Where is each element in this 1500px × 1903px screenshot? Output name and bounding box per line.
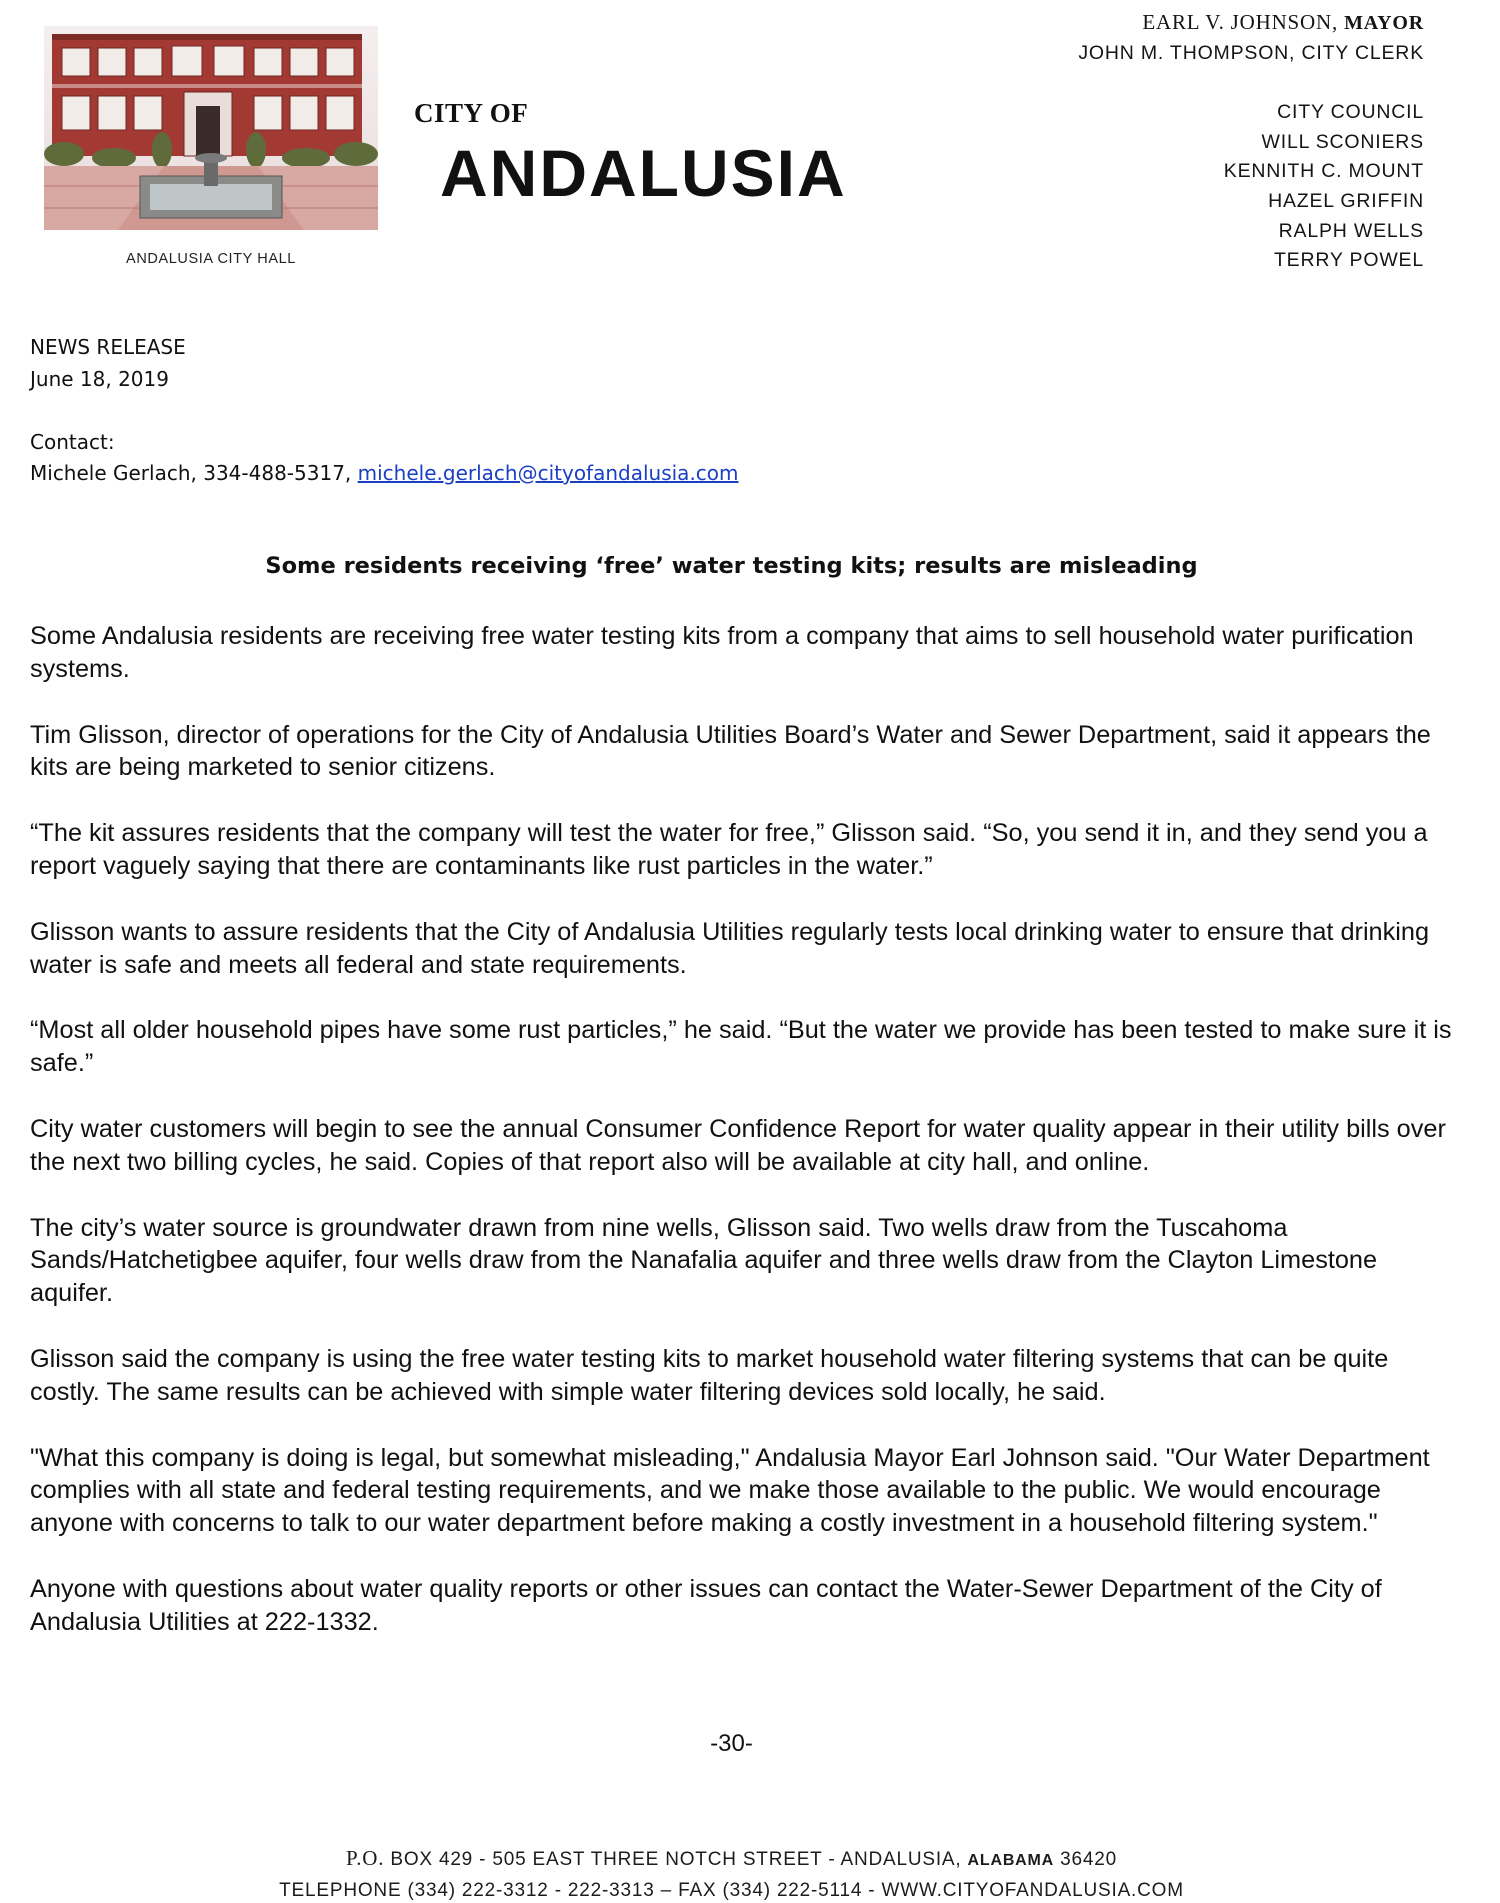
city-name: ANDALUSIA xyxy=(440,136,847,210)
city-hall-photo xyxy=(44,26,378,230)
article-paragraph: Glisson said the company is using the free water testing kits to market household water filtering systems that can be quite costly. The same results can be achieved with simple water filtering devices sold locally, he said. xyxy=(30,1344,1389,1406)
council-heading: CITY COUNCIL xyxy=(1277,101,1424,124)
mayor-name: EARL V. JOHNSON, xyxy=(1142,10,1345,34)
article-headline: Some residents receiving ‘free’ water testing kits; results are misleading xyxy=(265,553,1198,579)
letterhead-footer xyxy=(0,1843,1463,1903)
council-member: WILL SCONIERS xyxy=(1261,130,1424,153)
council-member: RALPH WELLS xyxy=(1278,219,1424,242)
article-paragraph: Anyone with questions about water quality reports or other issues can contact the Water-Sewer Department of the City of Andalusia Utilities at 222-1332. xyxy=(30,1574,1382,1636)
city-prefix: CITY OF xyxy=(414,98,529,128)
council-member: HAZEL GRIFFIN xyxy=(1268,189,1424,212)
article-paragraph: Glisson wants to assure residents that the City of Andalusia Utilities regularly tests local drinking water to ensure that drinking water is safe and meets all federal and state requirements. xyxy=(30,917,1430,979)
footer-address-main: BOX 429 - 505 EAST THREE NOTCH STREET - ANDALUSIA, xyxy=(384,1849,968,1870)
officials-list xyxy=(1078,8,1424,276)
article-paragraph: City water customers will begin to see the annual Consumer Confidence Report for water quality appear in their utility bills over the next two billing cycles, he said. Copies of that report also will be available at city hall, and online. xyxy=(30,1114,1446,1176)
article-paragraph: Tim Glisson, director of operations for the City of Andalusia Utilities Board’s Water and Sewer Department, said it appears the kits are being marketed to senior citizens. xyxy=(30,720,1431,782)
photo-caption: ANDALUSIA CITY HALL xyxy=(126,251,296,267)
article-paragraph: Some Andalusia residents are receiving free water testing kits from a company that aims to sell household water purification systems. xyxy=(30,622,1414,683)
article-paragraph: “The kit assures residents that the company will test the water for free,” Glisson said. “So, you send it in, and they send you a report vaguely saying that there are contaminants like rust particles in the water.” xyxy=(30,819,1428,880)
city-clerk: JOHN M. THOMPSON, CITY CLERK xyxy=(1078,41,1424,64)
article-paragraph: The city’s water source is groundwater drawn from nine wells, Glisson said. Two wells draw from the Tuscahoma Sands/Hatchetigbee aquifer, four wells draw from the Nanafalia aquifer and three wells draw from the Clayton Limestone aquifer. xyxy=(30,1213,1378,1308)
footer-state: ALABAMA xyxy=(967,1852,1055,1869)
contact-details: Michele Gerlach, 334-488-5317, xyxy=(30,461,358,485)
council-member: KENNITH C. MOUNT xyxy=(1223,160,1424,183)
contact-line xyxy=(30,458,739,490)
mayor-line xyxy=(1078,8,1424,39)
footer-po: P.O. xyxy=(346,1846,385,1870)
article-paragraph: “Most all older household pipes have some rust particles,” he said. “But the water we provide has been tested to make sure it is safe.” xyxy=(30,1016,1452,1078)
footer-address xyxy=(0,1843,1463,1876)
contact-email-link[interactable]: michele.gerlach@cityofandalusia.com xyxy=(357,461,739,485)
footer-zip: 36420 xyxy=(1054,1849,1117,1870)
release-meta xyxy=(30,332,739,490)
article-paragraph: "What this company is doing is legal, but somewhat misleading," Andalusia Mayor Earl Johnson said. "Our Water Department complies with all state and federal testing requirements, and we make those available to the public. We would encourage anyone with concerns to talk to our water department before making a costly investment in a household filtering system." xyxy=(30,1443,1430,1538)
article-body xyxy=(30,620,1460,1672)
contact-label: Contact: xyxy=(30,429,115,454)
footer-phone-line: TELEPHONE (334) 222-3312 - 222-3313 – FAX (334) 222-5114 - WWW.CITYOFANDALUSIA.COM xyxy=(279,1880,1184,1901)
mayor-title: MAYOR xyxy=(1344,12,1424,34)
release-type: NEWS RELEASE xyxy=(30,335,186,359)
release-date: June 18, 2019 xyxy=(30,366,169,391)
council-member: TERRY POWEL xyxy=(1273,249,1424,272)
end-mark: -30- xyxy=(710,1730,753,1757)
